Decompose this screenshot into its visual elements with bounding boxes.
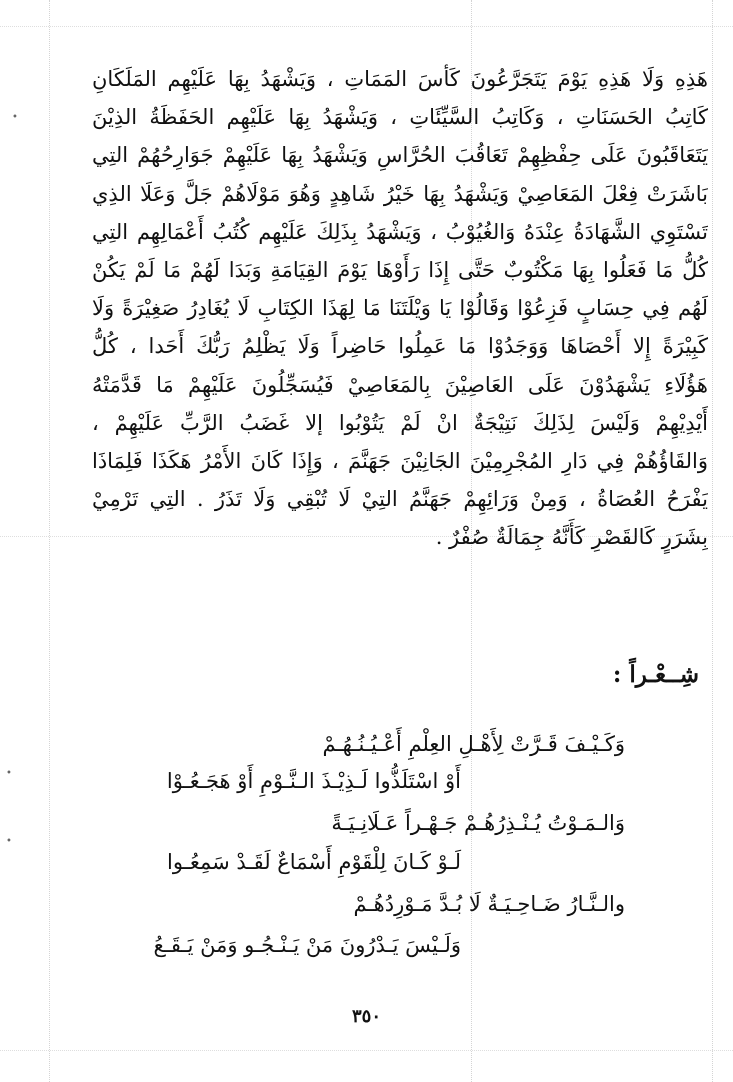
prose-line: كَبِيْرَةً إِلا أَحْصَاهَا وَوَجَدُوْا مَا عَمِلُوا حَاضِراً وَلَا يَظْلِمُ رَبُّكَ أَحَدا ، كُلُّ [92,334,708,359]
poem-verse-line: وَالـمَـوْتُ يُـنْـذِرُهُـمْ جَـهْـراً عَـلَانِـيَـةً [331,811,625,835]
poem-verse-line: وَلَـيْسَ يَـدْرُونَ مَنْ يَـنْـجُـو وَمَنْ يَـقَـعُ [153,933,461,957]
margin-dot: • [12,112,18,123]
prose-line: وَالقَاؤُهُمْ فِي دَارِ المُجْرِمِيْنَ الجَانِيْنَ جَهَنَّمَ ، وَإِذَا كَانَ الأَمْرُ هَكَذَا فَلِمَاذَا [92,448,708,473]
margin-guide-line [0,1050,733,1051]
poem-verse-line: وَكَـيْـفَ قَـرَّتْ لِأَهْـلِ العِلْمِ أَعْـيُـنُـهُـمْ [322,732,625,756]
poem-verse-line: والـنَّـارُ ضَـاحِـيَـةٌ لَا بُـدَّ مَـوْرِدُهُـمْ [353,892,625,916]
prose-line: يَفْرَحُ العُصَاةُ ، وَمِنْ وَرَائِهِمْ جَهَنَّمُ التِيْ لَا تُبْقِي وَلَا تَذَرُ . التِي تَرْمِيْ [92,487,708,512]
prose-line: هَؤُلَاءِ يَشْهَدُوْنَ عَلَى العَاصِيْنَ بِالمَعَاصِيْ فَيُسَجِّلُونَ عَلَيْهِمْ مَا قَدَّمَتْهُ [92,372,708,397]
prose-line: بَاشَرَتْ فِعْلَ المَعَاصِيْ وَيَشْهَدُ بِهَا خَيْرُ شَاهِدٍ وَهُوَ مَوْلَاهُمْ جَلَّ وَعَلَا الذِي [92,181,708,206]
poem-heading: شِــعْـراً : [612,661,699,688]
margin-guide-line [712,0,713,1082]
margin-dot: • [6,836,12,847]
prose-line: بِشَرَرٍ كَالقَصْرِ كَأَنَّهُ جِمَالَةٌ صُفْرٌ . [435,525,708,550]
margin-guide-line [0,26,733,27]
prose-paragraph [92,60,708,556]
page-number: ٣٥٠ [351,1006,381,1027]
poem-verse-line: أَوْ اسْتَلَذُّوا لَـذِيْـذَ الـنَّـوْمِ أَوْ هَجَـعُـوْا [166,769,461,793]
poem-verse-line: لَـوْ كَـانَ لِلْقَوْمِ أَسْمَاعٌ لَقَـدْ سَمِعُـوا [167,850,461,874]
prose-line: أَيْدِيْهِمْ وَلَيْسَ لِذَلِكَ نَتِيْجَةٌ انْ لَمْ يَتُوْبُوا إلا غَضَبُ الرَّبِّ عَلَيْهِمْ ، [92,410,708,435]
prose-line: يَتَعَاقَبُونَ عَلَى حِفْظِهِمْ تَعَاقُبَ الحُرَّاسِ وَيَشْهَدُ بِهَا عَلَيْهِمْ جَوَارِحُهُمْ التِي [92,143,708,168]
margin-dot: • [6,768,12,779]
prose-line: كُلُّ مَا فَعَلُوا بِهَا مَكْتُوبٌ حَتَّى إِذَا رَأَوْهَا يَوْمَ القِيَامَةِ وَبَدَا لَهُمْ مَا لَمْ يَكُنْ [92,257,708,282]
prose-line: كَاتِبُ الحَسَنَاتِ ، وَكَاتِبُ السَّيِّئَاتِ ، وَيَشْهَدُ بِهَا عَلَيْهِم الحَفَظَةُ الذِيْنَ [92,105,708,130]
prose-line: تَسْتَوِي الشَّهَادَةُ عِنْدَهُ وَالغُيُوْبُ ، وَيَشْهَدُ بِذَلِكَ عَلَيْهِم كُتُبُ أَعْمَالِهِم التِي [92,219,708,244]
prose-line: لَهُم فِي حِسَابٍ فَزِعُوْا وَقَالُوْا يَا وَيْلَتَنَا مَا لِهَذَا الكِتَابِ لَا يُغَادِرُ صَغِيْرَةً وَلَا [92,296,708,321]
margin-guide-line [49,0,50,1082]
prose-line: هَذِهِ وَلَا هَذِهِ يَوْمَ يَتَجَرَّعُونَ كَأسَ المَمَاتِ ، وَيَشْهَدُ بِهَا عَلَيْهِم المَلَكَانِ [92,67,708,91]
